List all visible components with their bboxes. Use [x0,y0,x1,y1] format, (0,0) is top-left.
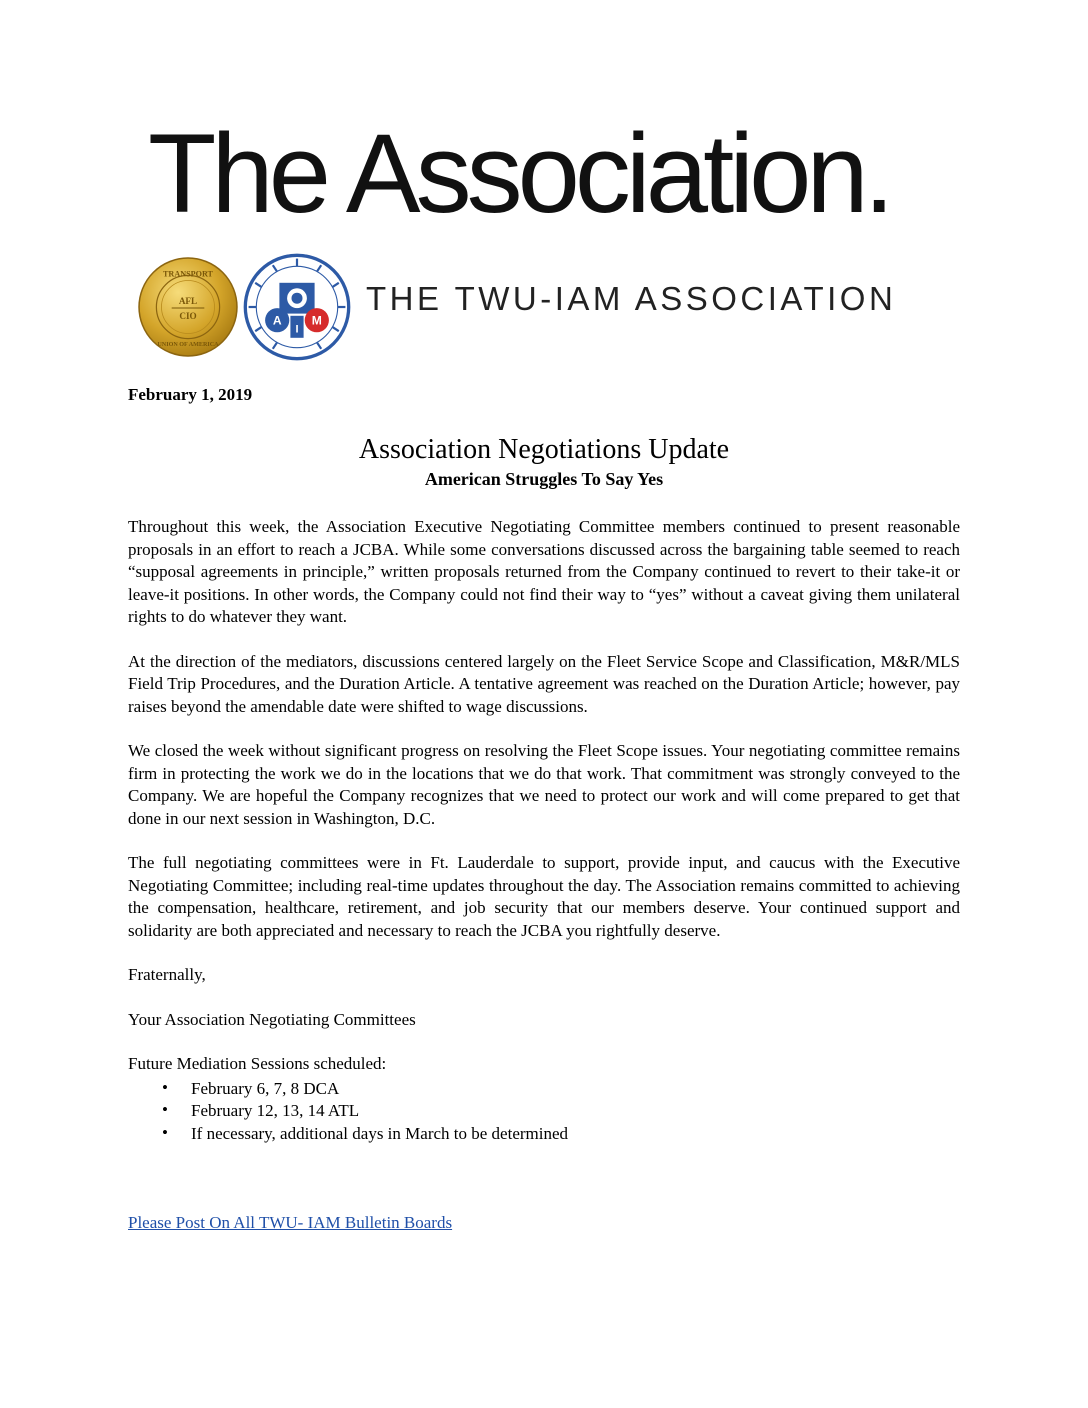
svg-text:AFL: AFL [178,295,198,306]
bullet-icon: • [162,1100,168,1119]
letter-body [128,516,960,1145]
session-text: February 12, 13, 14 ATL [191,1101,360,1120]
sessions-heading: Future Mediation Sessions scheduled: [128,1054,387,1073]
signature: Your Association Negotiating Committees [128,1009,416,1029]
bullet-icon: • [162,1077,168,1097]
bulletin-boards-link[interactable]: Please Post On All TWU- IAM Bulletin Boards [128,1213,453,1232]
session-text: If necessary, additional days in March to be determined [191,1123,569,1143]
svg-text:I: I [295,323,299,336]
svg-text:TRANSPORT: TRANSPORT [162,269,214,279]
closing: Fraternally, [128,965,206,984]
sessions-list [128,1078,960,1146]
svg-text:UNION OF AMERICA: UNION OF AMERICA [157,341,219,348]
document-subtitle: American Struggles To Say Yes [424,469,664,489]
body-paragraph: The full negotiating committees were in Ft. Lauderdale to support, provide input, and caucus with the Executive Negotiating Committee; including real-time updates throughout the day. The Association remains committed to achieving the compensation, healthcare, retirement, and job security that our members deserve. Your continued support and solidarity are both appreciated and necessary to reach the JCBA you rightfully deserve. [128,853,960,940]
list-item [128,1123,960,1146]
svg-text:A: A [272,313,282,328]
svg-text:CIO: CIO [179,311,197,322]
iam-seal-logo [242,252,352,362]
body-paragraph: We closed the week without significant progress on resolving the Fleet Scope issues. Your negotiating committee remains firm in protecting the work we do in the locations that we do that work. That commitment was strongly conveyed to the Company. We are hopeful the Company recognizes that we need to protect our work and will come prepared to get that done in our next session in Washington, D.C. [128,741,960,828]
masthead-title: The Association. [148,111,890,236]
twu-seal-logo [137,256,239,358]
letter-date: February 1, 2019 [128,385,253,404]
body-paragraph: At the direction of the mediators, discussions centered largely on the Fleet Service Scope and Classification, M&R/MLS Field Trip Procedures, and the Duration Article. A tentative agreement was reached on the Duration Article; however, pay raises beyond the amendable date were shifted to wage discussions. [128,651,960,716]
list-item [128,1100,960,1123]
document-title: Association Negotiations Update [358,434,730,465]
session-text: February 6, 7, 8 DCA [191,1078,340,1098]
body-paragraph: Throughout this week, the Association Executive Negotiating Committee members continued to present reasonable proposals in an effort to reach a JCBA. While some conversations discussed across the bargaining table seemed to reach “supposal agreements in principle,” written proposals returned from the Company continued to revert to their take-it or leave-it positions. In other words, the Company could not find their way to “yes” without a caveat giving them unilateral rights to do whatever they want. [128,517,960,626]
subbrand-title: THE TWU-IAM ASSOCIATION [366,280,897,317]
svg-text:M: M [311,313,322,328]
list-item [128,1078,960,1101]
bullet-icon: • [162,1122,168,1142]
